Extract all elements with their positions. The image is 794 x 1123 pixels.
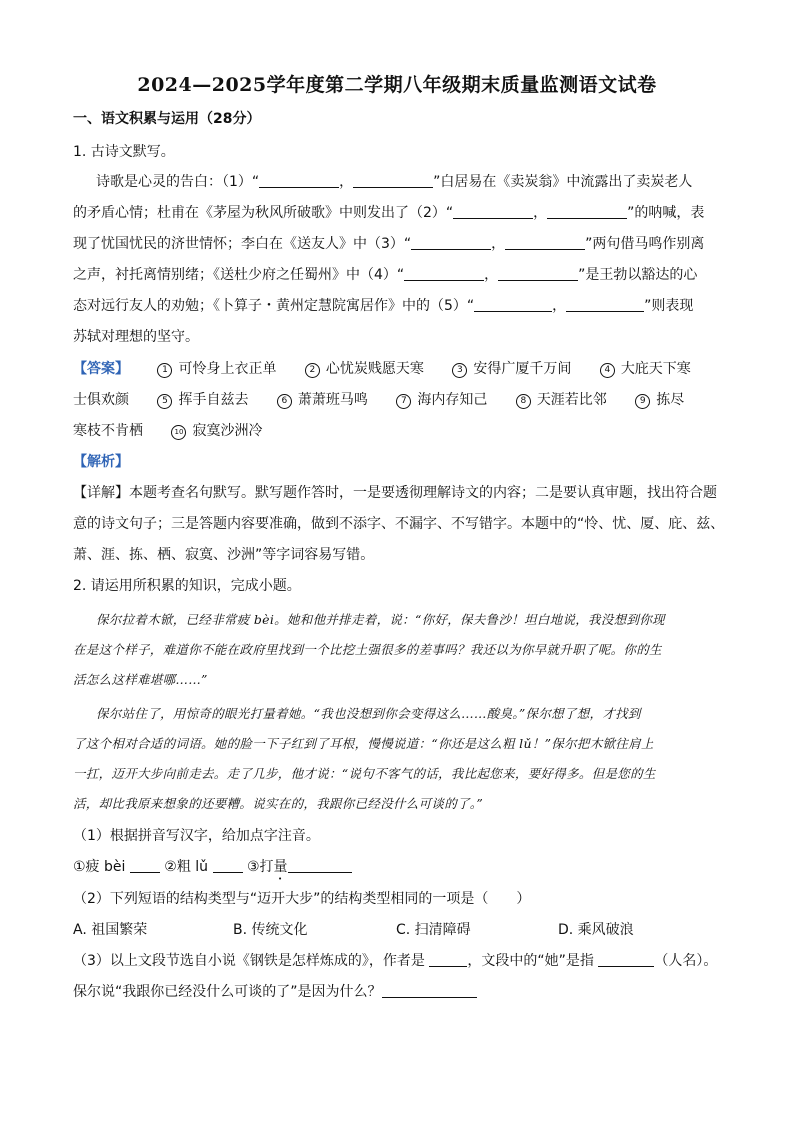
- passage-line: 了这个相对合适的词语。她的脸一下子红到了耳根，慢慢说道：“你还是这么粗 lǔ！”保尔把木锨往肩上: [73, 736, 654, 751]
- blank-bei[interactable]: [130, 858, 160, 873]
- passage-line: 活，却比我原来想象的还要糟。说实在的，我跟你已经没什么可谈的了。”: [73, 796, 484, 811]
- q1-line-3: 现了忧国忧民的济世情怀；李白在《送友人》中（3）“ ， ”两句借马鸣作别离: [73, 236, 705, 252]
- num-circle-icon: 8: [516, 394, 531, 409]
- answer-item: 寂寞沙洲冷: [192, 423, 263, 439]
- blank-person[interactable]: [598, 952, 654, 967]
- q1-line-1: 诗歌是心灵的告白：（1）“ ， ”白居易在《卖炭翁》中流露出了卖炭老人: [96, 174, 693, 190]
- answer-row-1: [73, 360, 691, 378]
- passage-line: 活怎么这样难堪哪……”: [73, 672, 208, 687]
- answer-item: 心忧炭贱愿天寒: [325, 361, 424, 377]
- blank-3b[interactable]: [505, 235, 585, 250]
- blank-1b[interactable]: [353, 173, 433, 188]
- blank-liang[interactable]: [288, 858, 352, 873]
- sub-question-1: （1）根据拼音写汉字，给加点字注音。: [73, 828, 320, 844]
- answer-row-3: [73, 422, 262, 440]
- num-circle-icon: 4: [600, 363, 615, 378]
- blank-lu[interactable]: [213, 858, 243, 873]
- sub-question-3: （3）以上文段节选自小说《钢铁是怎样炼成的》，作者是 ，文段中的“她”是指 （人名）。: [73, 953, 718, 969]
- answer-item: 大庇天下寒: [620, 361, 691, 377]
- answer-item: 可怜身上衣正单: [178, 361, 277, 377]
- num-circle-icon: 2: [305, 363, 320, 378]
- sub-question-2: （2）下列短语的结构类型与“迈开大步”的结构类型相同的一项是（ ）: [73, 891, 531, 907]
- section-heading: 一、语文积累与运用（28分）: [73, 111, 261, 127]
- detail-line-3: 萧、涯、拣、栖、寂寞、沙洲”等字词容易写错。: [73, 547, 375, 563]
- option-d[interactable]: D. 乘风破浪: [558, 922, 634, 938]
- page-title: 2024—2025学年度第二学期八年级期末质量监测语文试卷: [137, 74, 657, 96]
- option-a[interactable]: A. 祖国繁荣: [73, 922, 148, 938]
- passage-line: 一扛，迈开大步向前走去。走了几步，他才说：“说句不客气的话，我比起您来，要好得多。但是您的生: [73, 766, 656, 781]
- dotted-char: 量: [273, 859, 288, 875]
- answer-row-2: [73, 391, 684, 409]
- option-b[interactable]: B. 传统文化: [233, 922, 308, 938]
- num-circle-icon: 6: [277, 394, 292, 409]
- num-circle-icon: 9: [635, 394, 650, 409]
- passage-line: 保尔拉着木锨，已经非常疲 bèi。她和他并排走着，说：“你好，保夫鲁沙！坦白地说，我没想到你现: [96, 612, 665, 627]
- passage-line: 在是这个样子，难道你不能在政府里找到一个比挖土强很多的差事吗？我还以为你早就升职了呢。你的生: [73, 642, 662, 657]
- num-circle-icon: 10: [171, 425, 186, 440]
- blank-author[interactable]: [429, 952, 467, 967]
- answer-item: 拣尽: [656, 392, 685, 408]
- blank-4b[interactable]: [498, 266, 578, 281]
- blank-5a[interactable]: [474, 297, 552, 312]
- blank-3a[interactable]: [411, 235, 491, 250]
- answer-item: 寒枝不肯栖: [73, 423, 143, 439]
- blank-reason[interactable]: [382, 983, 477, 998]
- num-circle-icon: 5: [157, 394, 172, 409]
- sub-question-3b: 保尔说“我跟你已经没什么可谈的了”是因为什么？: [73, 983, 477, 1001]
- q1-stem: 1. 古诗文默写。: [73, 144, 175, 160]
- blank-1a[interactable]: [259, 173, 339, 188]
- answer-item: 海内存知己: [417, 392, 488, 408]
- option-c[interactable]: C. 扫清障碍: [396, 922, 471, 938]
- q1-line-4: 之声，衬托离情别绪；《送杜少府之任蜀州》中（4）“ ， ”是王勃以豁达的心: [73, 267, 698, 283]
- q1-line-5: 态对远行友人的劝勉；《卜算子・黄州定慧院寓居作》中的（5）“ ， ”则表现: [73, 298, 694, 314]
- passage-line: 保尔站住了，用惊奇的眼光打量着她。“我也没想到你会变得这么……酸臭。”保尔想了想，才找到: [96, 706, 641, 721]
- detail-line-1: 【详解】本题考查名句默写。默写题作答时，一是要透彻理解诗文的内容；二是要认真审题，找出符合题: [73, 485, 717, 501]
- sub-question-1-blanks: ①疲 bèi ②粗 lǔ ③打量: [73, 858, 352, 883]
- analysis-tag: 【解析】: [73, 454, 129, 470]
- num-circle-icon: 3: [452, 363, 467, 378]
- blank-5b[interactable]: [566, 297, 644, 312]
- q2-stem: 2. 请运用所积累的知识，完成小题。: [73, 578, 301, 594]
- answer-item: 萧萧班马鸣: [297, 392, 368, 408]
- q1-line-6: 苏轼对理想的坚守。: [73, 329, 199, 345]
- blank-4a[interactable]: [404, 266, 484, 281]
- answer-item: 士俱欢颜: [73, 392, 129, 408]
- q1-line-2: 的矛盾心情；杜甫在《茅屋为秋风所破歌》中则发出了（2）“ ， ”的呐喊，表: [73, 205, 705, 221]
- answer-tag: 【答案】: [73, 361, 129, 377]
- blank-2b[interactable]: [547, 204, 627, 219]
- answer-item: 挥手自兹去: [178, 392, 249, 408]
- detail-line-2: 意的诗文句子；三是答题内容要准确，做到不添字、不漏字、不写错字。本题中的“怜、忧、厦、庇、兹、: [73, 516, 725, 532]
- answer-item: 安得广厦千万间: [473, 361, 572, 377]
- num-circle-icon: 1: [157, 363, 172, 378]
- blank-2a[interactable]: [453, 204, 533, 219]
- answer-item: 天涯若比邻: [536, 392, 607, 408]
- options-row: [73, 921, 634, 939]
- num-circle-icon: 7: [396, 394, 411, 409]
